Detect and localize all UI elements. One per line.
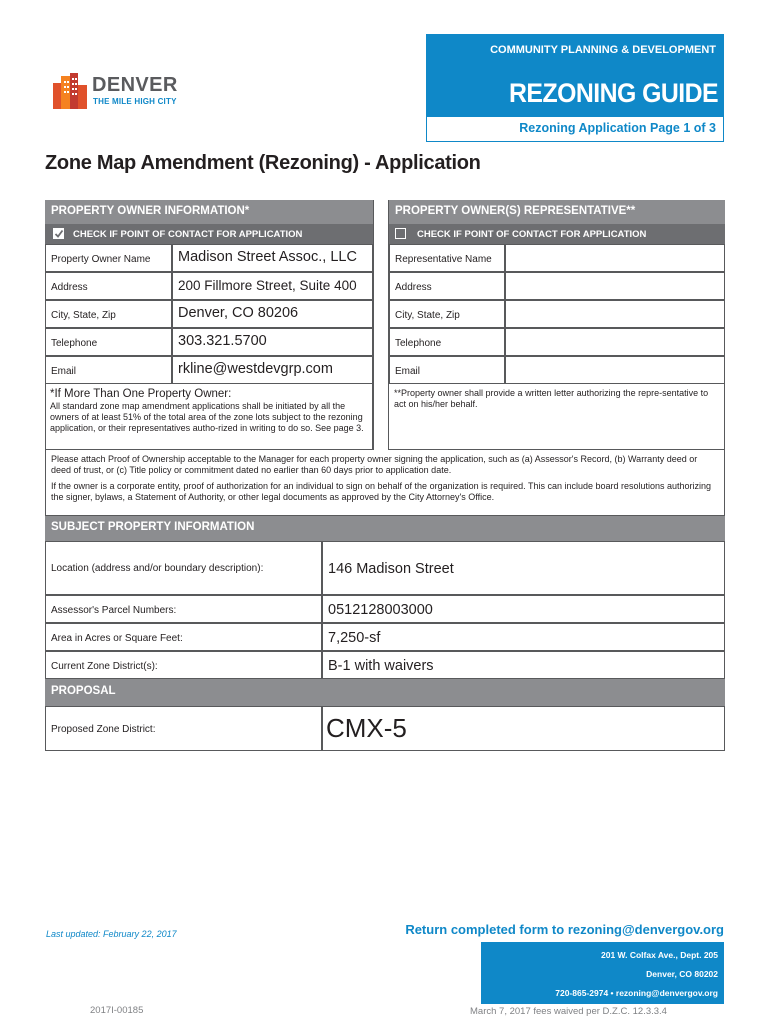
parcel-field[interactable]: 0512128003000 <box>322 595 725 623</box>
office-city: Denver, CO 80202 <box>646 969 718 979</box>
owner-phone-field[interactable]: 303.321.5700 <box>172 328 373 356</box>
owner-address-label: Address <box>45 272 172 300</box>
owner-note <box>45 384 373 450</box>
area-label: Area in Acres or Square Feet: <box>45 623 322 651</box>
rep-phone-label: Telephone <box>389 328 505 356</box>
owner-phone-label: Telephone <box>45 328 172 356</box>
return-instructions: Return completed form to rezoning@denvergov.org <box>405 922 724 937</box>
instructions-para-2: If the owner is a corporate entity, proof of authorization for an individual to sign on behalf of the organization is required. This can include board resolutions authorizing the signer, bylaws, a Statement of Authority, or other legal documents as approved by the City Attorney's Office. <box>51 481 712 502</box>
office-contact: 720-865-2974 • rezoning@denvergov.org <box>555 988 718 998</box>
rep-email-field[interactable] <box>505 356 725 384</box>
rep-city-field[interactable] <box>505 300 725 328</box>
guide-title: REZONING GUIDE <box>509 78 718 108</box>
fee-waiver-stamp: March 7, 2017 fees waived per D.Z.C. 12.3.3.4 <box>470 1006 667 1017</box>
owner-contact-row <box>45 224 373 244</box>
proposed-zone-field[interactable]: CMX-5 <box>322 706 725 751</box>
department-label: COMMUNITY PLANNING & DEVELOPMENT <box>490 44 716 56</box>
denver-logo-icon <box>53 73 87 109</box>
owner-section-heading: PROPERTY OWNER INFORMATION* <box>45 200 373 224</box>
rep-name-field[interactable] <box>505 244 725 272</box>
owner-name-label: Property Owner Name <box>45 244 172 272</box>
rep-address-label: Address <box>389 272 505 300</box>
ownership-instructions <box>45 450 725 516</box>
owner-name-field[interactable]: Madison Street Assoc., LLC <box>172 244 373 272</box>
rep-contact-label: CHECK IF POINT OF CONTACT FOR APPLICATION <box>417 229 647 240</box>
instructions-para-1: Please attach Proof of Ownership acceptable to the Manager for each property owner signing the application, such as (a) Assessor's Record, (b) Warranty deed or deed of trust, or (c) Title policy or commitment dated no earlier than 60 days prior to application date. <box>51 454 698 475</box>
owner-note-body: All standard zone map amendment applications shall be initiated by all the owners of at least 51% of the total area of the zone lots subject to the rezoning application, or their representatives autho-rized in writing to do so. See page 3. <box>50 401 364 433</box>
checkmark-icon <box>54 229 64 239</box>
owner-address-field[interactable]: 200 Fillmore Street, Suite 400 <box>172 272 373 300</box>
rep-contact-row <box>389 224 725 244</box>
logo-tagline: THE MILE HIGH CITY <box>93 97 177 106</box>
location-label: Location (address and/or boundary description): <box>45 541 322 595</box>
logo-name: DENVER <box>92 74 178 96</box>
proposal-section-heading: PROPOSAL <box>45 679 725 706</box>
location-field[interactable]: 146 Madison Street <box>322 541 725 595</box>
owner-city-field[interactable]: Denver, CO 80206 <box>172 300 373 328</box>
owner-city-label: City, State, Zip <box>45 300 172 328</box>
last-updated: Last updated: February 22, 2017 <box>46 929 177 939</box>
page-indicator: Rezoning Application Page 1 of 3 <box>519 121 716 135</box>
proposed-zone-label: Proposed Zone District: <box>45 706 322 751</box>
rep-address-field[interactable] <box>505 272 725 300</box>
subject-section-heading: SUBJECT PROPERTY INFORMATION <box>45 516 725 541</box>
area-field[interactable]: 7,250-sf <box>322 623 725 651</box>
rep-note: **Property owner shall provide a written letter authorizing the repre-sentative to act on his/her behalf. <box>394 388 709 409</box>
owner-contact-label: CHECK IF POINT OF CONTACT FOR APPLICATION <box>73 229 303 240</box>
owner-note-title: *If More Than One Property Owner: <box>50 388 232 400</box>
rep-phone-field[interactable] <box>505 328 725 356</box>
current-zone-label: Current Zone District(s): <box>45 651 322 679</box>
application-id-stamp: 2017I-00185 <box>90 1005 144 1016</box>
office-address: 201 W. Colfax Ave., Dept. 205 <box>601 950 718 960</box>
column-divider <box>373 200 389 450</box>
rep-email-label: Email <box>389 356 505 384</box>
rep-section-heading: PROPERTY OWNER(S) REPRESENTATIVE** <box>389 200 725 224</box>
rep-name-label: Representative Name <box>389 244 505 272</box>
document-title: Zone Map Amendment (Rezoning) - Application <box>45 152 481 174</box>
owner-contact-checkbox[interactable] <box>53 228 64 239</box>
owner-email-field[interactable]: rkline@westdevgrp.com <box>172 356 373 384</box>
rep-contact-checkbox[interactable] <box>395 228 406 239</box>
rep-city-label: City, State, Zip <box>389 300 505 328</box>
current-zone-field[interactable]: B-1 with waivers <box>322 651 725 679</box>
parcel-label: Assessor's Parcel Numbers: <box>45 595 322 623</box>
owner-email-label: Email <box>45 356 172 384</box>
